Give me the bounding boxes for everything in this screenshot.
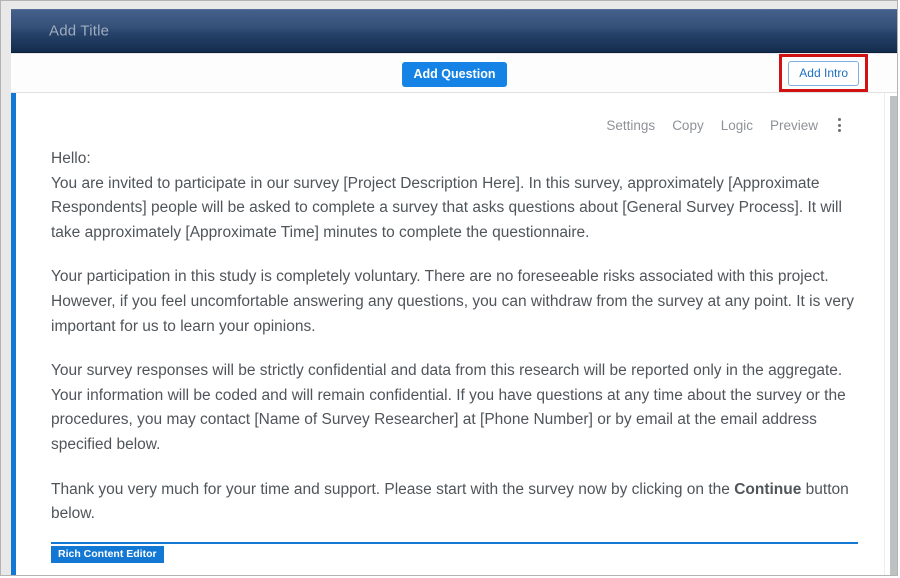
card-accent-bar — [11, 93, 16, 576]
menu-item-preview[interactable]: Preview — [769, 117, 818, 133]
menu-item-copy[interactable]: Copy — [672, 117, 704, 133]
intro-paragraph-4-text: Thank you very much for your time and support. Please start with the survey now by clicking on the — [51, 480, 735, 498]
menu-item-settings[interactable]: Settings — [606, 117, 656, 133]
intro-paragraph-3: Your survey responses will be strictly confidential and data from this research will be reported only in the aggregate. Your information will be coded and will remain confidential. If you have questions at any time about the survey or the procedures, you may contact [Name of Survey Researcher] at [Phone Number] or by email at the email address specified below. — [51, 362, 846, 453]
block-action-menu — [606, 117, 844, 133]
add-intro-button[interactable]: Add Intro — [788, 61, 859, 86]
continue-bold-word: Continue — [734, 480, 802, 498]
add-question-button[interactable]: Add Question — [402, 62, 508, 87]
rich-content-editor-label[interactable]: Rich Content Editor — [51, 546, 164, 563]
intro-paragraph-4 — [51, 478, 863, 527]
intro-block-card — [11, 93, 885, 576]
intro-paragraph-4-tail: button below. — [51, 480, 849, 523]
survey-title-bar — [11, 9, 898, 53]
kebab-menu-icon[interactable] — [835, 117, 844, 133]
intro-paragraph-2: Your participation in this study is completely voluntary. There are no foreseeable risks associated with this project. However, if you feel uncomfortable answering any questions, you can withdraw from the survey at any point. It is very important for us to learn your opinions. — [51, 268, 854, 335]
intro-text-block[interactable] — [51, 147, 863, 547]
vertical-scrollbar[interactable] — [890, 96, 897, 576]
builder-toolbar — [11, 54, 898, 93]
rich-content-editor-divider — [51, 542, 858, 563]
add-title-placeholder[interactable]: Add Title — [49, 22, 110, 40]
red-highlight-annotation — [779, 54, 868, 92]
scrollbar-thumb[interactable] — [890, 96, 897, 576]
menu-item-logic[interactable]: Logic — [720, 117, 753, 133]
intro-paragraph-1: You are invited to participate in our survey [Project Description Here]. In this survey, approximately [Approximate Respondents] people will be asked to complete a survey that asks questions about [General Survey Process]. It will take approximately [Approximate Time] minutes to complete the questionnaire. — [51, 174, 842, 241]
intro-greeting: Hello: — [51, 150, 91, 167]
